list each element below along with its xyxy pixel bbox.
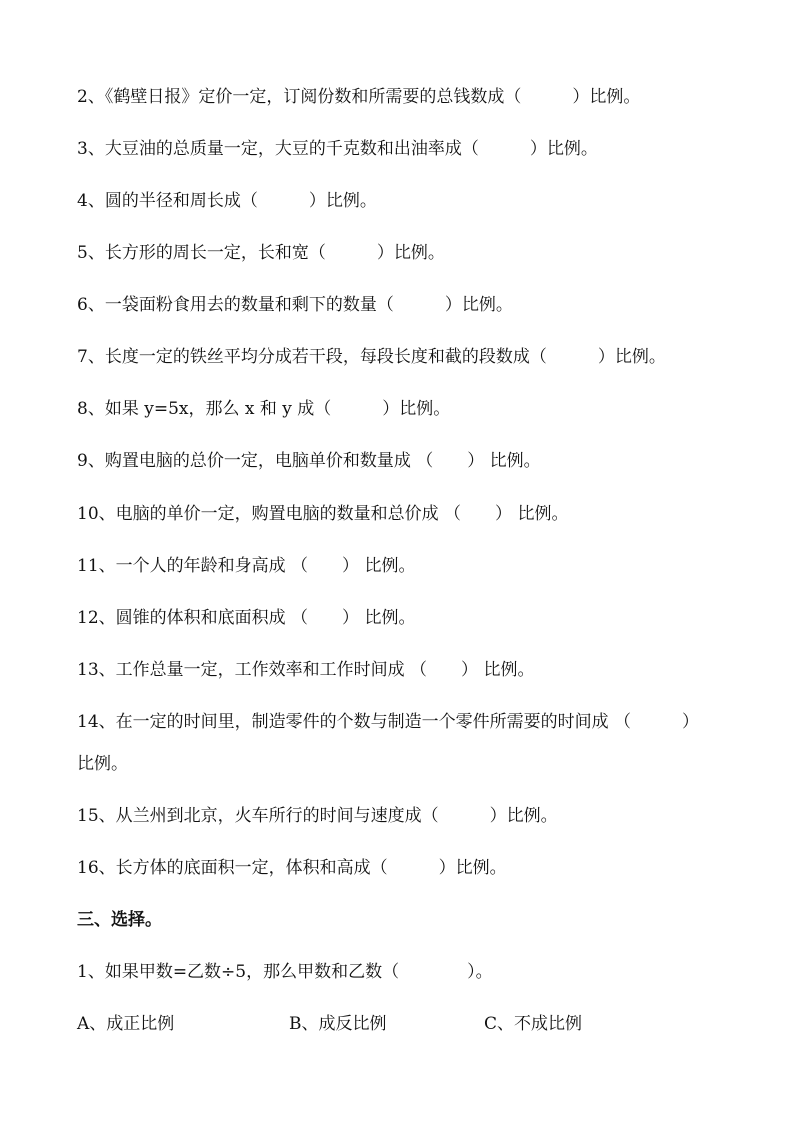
choice-question-1: 1、如果甲数=乙数÷5，那么甲数和乙数（ ）。 (77, 962, 493, 982)
question-15: 15、从兰州到北京，火车所行的时间与速度成（ ）比例。 (77, 806, 558, 826)
question-4: 4、圆的半径和周长成（ ）比例。 (77, 191, 377, 211)
question-2: 2、《鹤壁日报》定价一定，订阅份数和所需要的总钱数成（ ）比例。 (77, 87, 641, 107)
question-9: 9、购置电脑的总价一定，电脑单价和数量成 （ ） 比例。 (77, 451, 541, 471)
question-12: 12、圆锥的体积和底面积成 （ ） 比例。 (77, 608, 416, 628)
option-b: B、成反比例 (289, 1014, 387, 1034)
question-5: 5、长方形的周长一定，长和宽（ ）比例。 (77, 243, 445, 263)
question-6: 6、一袋面粉食用去的数量和剩下的数量（ ）比例。 (77, 295, 513, 315)
question-16: 16、长方体的底面积一定，体积和高成（ ）比例。 (77, 858, 507, 878)
option-c: C、不成比例 (484, 1014, 583, 1034)
option-a: A、成正比例 (77, 1014, 175, 1034)
question-14: 14、在一定的时间里，制造零件的个数与制造一个零件所需要的时间成 （ ） (77, 712, 700, 732)
question-3: 3、大豆油的总质量一定，大豆的千克数和出油率成（ ）比例。 (77, 139, 598, 159)
question-10: 10、电脑的单价一定，购置电脑的数量和总价成 （ ） 比例。 (77, 504, 569, 524)
question-14-continued: 比例。 (77, 754, 128, 774)
section-heading: 三、选择。 (77, 910, 162, 930)
question-8: 8、如果 y=5x，那么 x 和 y 成（ ）比例。 (77, 399, 451, 419)
question-13: 13、工作总量一定，工作效率和工作时间成 （ ） 比例。 (77, 660, 535, 680)
question-11: 11、一个人的年龄和身高成 （ ） 比例。 (77, 556, 416, 576)
question-7: 7、长度一定的铁丝平均分成若干段，每段长度和截的段数成（ ）比例。 (77, 347, 666, 367)
